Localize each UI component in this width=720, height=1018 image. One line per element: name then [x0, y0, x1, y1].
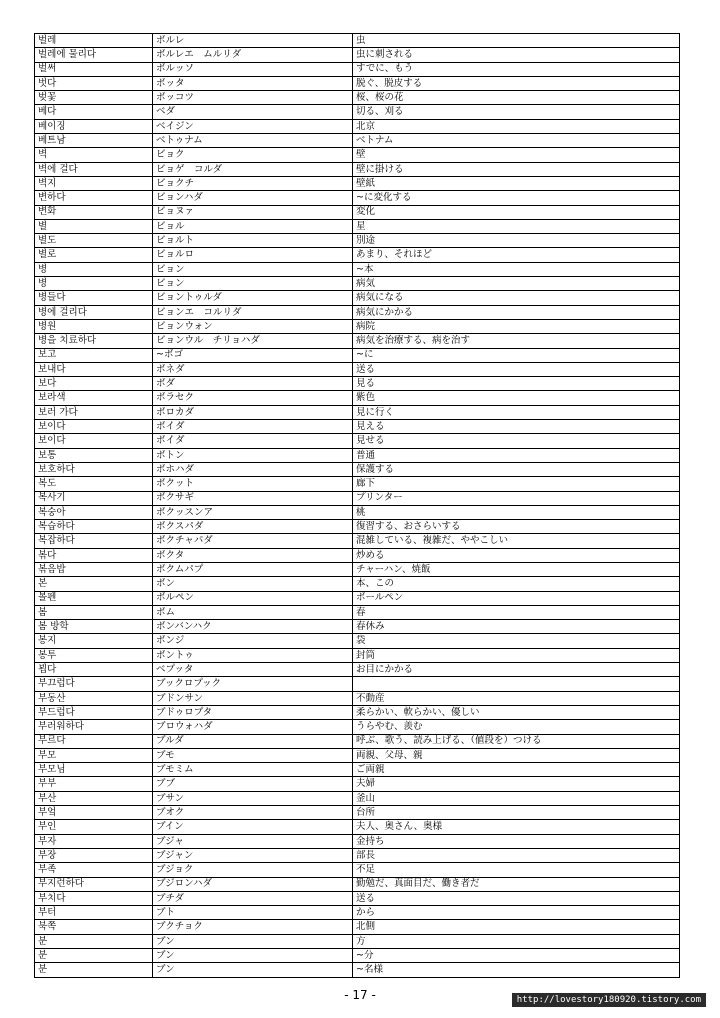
katakana-reading-cell: ビョクチ: [153, 176, 353, 190]
japanese-meaning-cell: ~分: [353, 949, 680, 963]
korean-word-cell: 베다: [35, 105, 153, 119]
katakana-reading-cell: ボロカダ: [153, 405, 353, 419]
korean-word-cell: 보러 가다: [35, 405, 153, 419]
japanese-meaning-cell: 部長: [353, 848, 680, 862]
japanese-meaning-cell: 不動産: [353, 691, 680, 705]
table-row: [35, 462, 680, 476]
katakana-reading-cell: ~ボゴ: [153, 348, 353, 362]
table-row: [35, 34, 680, 48]
japanese-meaning-cell: ~名様: [353, 963, 680, 977]
korean-word-cell: 벚꽃: [35, 91, 153, 105]
katakana-reading-cell: ボイダ: [153, 434, 353, 448]
korean-word-cell: 보내다: [35, 362, 153, 376]
korean-word-cell: 부산: [35, 791, 153, 805]
korean-word-cell: 병들다: [35, 291, 153, 305]
japanese-meaning-cell: うらやむ、羨む: [353, 720, 680, 734]
table-row: [35, 62, 680, 76]
korean-word-cell: 복숭아: [35, 505, 153, 519]
korean-word-cell: 북쪽: [35, 920, 153, 934]
table-row: [35, 720, 680, 734]
japanese-meaning-cell: 見える: [353, 420, 680, 434]
korean-word-cell: 보다: [35, 377, 153, 391]
japanese-meaning-cell: 虫: [353, 34, 680, 48]
katakana-reading-cell: ブサン: [153, 791, 353, 805]
korean-word-cell: 병원: [35, 319, 153, 333]
japanese-meaning-cell: 春: [353, 605, 680, 619]
katakana-reading-cell: ブロウォハダ: [153, 720, 353, 734]
katakana-reading-cell: ボンジ: [153, 634, 353, 648]
japanese-meaning-cell: 紫色: [353, 391, 680, 405]
japanese-meaning-cell: 虫に刺される: [353, 48, 680, 62]
japanese-meaning-cell: 見る: [353, 377, 680, 391]
korean-word-cell: 부모님: [35, 763, 153, 777]
table-row: [35, 863, 680, 877]
katakana-reading-cell: ブモミム: [153, 763, 353, 777]
korean-word-cell: 부자: [35, 834, 153, 848]
japanese-meaning-cell: 両親、父母、親: [353, 748, 680, 762]
korean-word-cell: 병: [35, 262, 153, 276]
katakana-reading-cell: ブドゥロプタ: [153, 705, 353, 719]
korean-word-cell: 부동산: [35, 691, 153, 705]
japanese-meaning-cell: 北側: [353, 920, 680, 934]
korean-word-cell: 부지런하다: [35, 877, 153, 891]
japanese-meaning-cell: 病気を治療する、病を治す: [353, 334, 680, 348]
korean-word-cell: 복사기: [35, 491, 153, 505]
korean-word-cell: 별로: [35, 248, 153, 262]
katakana-reading-cell: ボルレ: [153, 34, 353, 48]
japanese-meaning-cell: ~に変化する: [353, 191, 680, 205]
japanese-meaning-cell: 袋: [353, 634, 680, 648]
table-row: [35, 734, 680, 748]
katakana-reading-cell: ボダ: [153, 377, 353, 391]
japanese-meaning-cell: ~に: [353, 348, 680, 362]
japanese-meaning-cell: プリンター: [353, 491, 680, 505]
katakana-reading-cell: ビョルト: [153, 234, 353, 248]
katakana-reading-cell: ブン: [153, 949, 353, 963]
korean-word-cell: 부끄럽다: [35, 677, 153, 691]
katakana-reading-cell: ボラセク: [153, 391, 353, 405]
table-row: [35, 119, 680, 133]
japanese-meaning-cell: 送る: [353, 891, 680, 905]
japanese-meaning-cell: 春休み: [353, 620, 680, 634]
katakana-reading-cell: ブルダ: [153, 734, 353, 748]
japanese-meaning-cell: 変化: [353, 205, 680, 219]
table-row: [35, 291, 680, 305]
korean-word-cell: 볶다: [35, 548, 153, 562]
katakana-reading-cell: ブン: [153, 963, 353, 977]
katakana-reading-cell: ブオク: [153, 806, 353, 820]
japanese-meaning-cell: お目にかかる: [353, 663, 680, 677]
japanese-meaning-cell: 病気にかかる: [353, 305, 680, 319]
japanese-meaning-cell: 柔らかい、軟らかい、優しい: [353, 705, 680, 719]
table-row: [35, 748, 680, 762]
japanese-meaning-cell: から: [353, 906, 680, 920]
japanese-meaning-cell: 復習する、おさらいする: [353, 520, 680, 534]
korean-word-cell: 변하다: [35, 191, 153, 205]
katakana-reading-cell: ベトゥナム: [153, 134, 353, 148]
japanese-meaning-cell: 夫人、奥さん、奥様: [353, 820, 680, 834]
korean-word-cell: 분: [35, 949, 153, 963]
korean-word-cell: 베트남: [35, 134, 153, 148]
korean-word-cell: 부엌: [35, 806, 153, 820]
katakana-reading-cell: ボルッソ: [153, 62, 353, 76]
japanese-meaning-cell: ベトナム: [353, 134, 680, 148]
table-row: [35, 248, 680, 262]
table-row: [35, 891, 680, 905]
katakana-reading-cell: ブドンサン: [153, 691, 353, 705]
japanese-meaning-cell: すでに、もう: [353, 62, 680, 76]
japanese-meaning-cell: 金持ち: [353, 834, 680, 848]
table-row: [35, 148, 680, 162]
katakana-reading-cell: ブン: [153, 934, 353, 948]
table-row: [35, 820, 680, 834]
korean-word-cell: 봉지: [35, 634, 153, 648]
blog-url-watermark: http://lovestory180920.tistory.com: [512, 993, 706, 1007]
table-row: [35, 491, 680, 505]
korean-word-cell: 병에 걸리다: [35, 305, 153, 319]
korean-word-cell: 본: [35, 577, 153, 591]
korean-word-cell: 부모: [35, 748, 153, 762]
katakana-reading-cell: ボクット: [153, 477, 353, 491]
korean-word-cell: 봄 방학: [35, 620, 153, 634]
korean-word-cell: 부터: [35, 906, 153, 920]
korean-word-cell: 부부: [35, 777, 153, 791]
katakana-reading-cell: ボイダ: [153, 420, 353, 434]
korean-word-cell: 보호하다: [35, 462, 153, 476]
katakana-reading-cell: ベプッタ: [153, 663, 353, 677]
korean-word-cell: 분: [35, 963, 153, 977]
table-row: [35, 648, 680, 662]
table-row: [35, 877, 680, 891]
korean-word-cell: 복도: [35, 477, 153, 491]
katakana-reading-cell: ブジャン: [153, 848, 353, 862]
japanese-meaning-cell: 本、この: [353, 577, 680, 591]
korean-word-cell: 부드럽다: [35, 705, 153, 719]
table-row: [35, 319, 680, 333]
table-row: [35, 963, 680, 977]
table-row: [35, 848, 680, 862]
korean-word-cell: 병을 치료하다: [35, 334, 153, 348]
japanese-meaning-cell: 送る: [353, 362, 680, 376]
japanese-meaning-cell: 病院: [353, 319, 680, 333]
table-row: [35, 791, 680, 805]
korean-word-cell: 부족: [35, 863, 153, 877]
katakana-reading-cell: ブブ: [153, 777, 353, 791]
table-row: [35, 562, 680, 576]
vocabulary-table-body: [35, 34, 680, 978]
japanese-meaning-cell: 釜山: [353, 791, 680, 805]
japanese-meaning-cell: 見に行く: [353, 405, 680, 419]
katakana-reading-cell: ボン: [153, 577, 353, 591]
japanese-meaning-cell: 封筒: [353, 648, 680, 662]
table-row: [35, 105, 680, 119]
katakana-reading-cell: ビョク: [153, 148, 353, 162]
table-row: [35, 677, 680, 691]
japanese-meaning-cell: 普通: [353, 448, 680, 462]
japanese-meaning-cell: 保護する: [353, 462, 680, 476]
table-row: [35, 806, 680, 820]
table-row: [35, 377, 680, 391]
katakana-reading-cell: ボクッスンア: [153, 505, 353, 519]
katakana-reading-cell: ボトン: [153, 448, 353, 462]
korean-word-cell: 복습하다: [35, 520, 153, 534]
table-row: [35, 605, 680, 619]
vocabulary-table: [34, 33, 680, 978]
korean-word-cell: 벗다: [35, 76, 153, 90]
page-number: - 17 -: [344, 988, 376, 1002]
table-row: [35, 219, 680, 233]
katakana-reading-cell: ブジロンハダ: [153, 877, 353, 891]
japanese-meaning-cell: 桜、桜の花: [353, 91, 680, 105]
korean-word-cell: 벌레에 물리다: [35, 48, 153, 62]
japanese-meaning-cell: 別途: [353, 234, 680, 248]
katakana-reading-cell: ボム: [153, 605, 353, 619]
table-row: [35, 205, 680, 219]
katakana-reading-cell: ブジャ: [153, 834, 353, 848]
katakana-reading-cell: ビョンウル チリョハダ: [153, 334, 353, 348]
table-row: [35, 305, 680, 319]
japanese-meaning-cell: 病気になる: [353, 291, 680, 305]
katakana-reading-cell: ビョントゥルダ: [153, 291, 353, 305]
table-row: [35, 334, 680, 348]
katakana-reading-cell: ボクタ: [153, 548, 353, 562]
japanese-meaning-cell: 廊下: [353, 477, 680, 491]
korean-word-cell: 부장: [35, 848, 153, 862]
japanese-meaning-cell: ご両親: [353, 763, 680, 777]
table-row: [35, 420, 680, 434]
japanese-meaning-cell: [353, 677, 680, 691]
japanese-meaning-cell: 壁: [353, 148, 680, 162]
katakana-reading-cell: ボンバンハク: [153, 620, 353, 634]
japanese-meaning-cell: チャーハン、焼飯: [353, 562, 680, 576]
table-row: [35, 191, 680, 205]
japanese-meaning-cell: 桃: [353, 505, 680, 519]
table-row: [35, 262, 680, 276]
korean-word-cell: 뵙다: [35, 663, 153, 677]
katakana-reading-cell: ボントゥ: [153, 648, 353, 662]
japanese-meaning-cell: 勤勉だ、真面目だ、働き者だ: [353, 877, 680, 891]
japanese-meaning-cell: 呼ぶ、歌う、読み上げる、（値段を）つける: [353, 734, 680, 748]
korean-word-cell: 벌써: [35, 62, 153, 76]
korean-word-cell: 볼펜: [35, 591, 153, 605]
korean-word-cell: 복잡하다: [35, 534, 153, 548]
japanese-meaning-cell: 星: [353, 219, 680, 233]
table-row: [35, 176, 680, 190]
korean-word-cell: 벌레: [35, 34, 153, 48]
table-row: [35, 920, 680, 934]
katakana-reading-cell: ビョヌァ: [153, 205, 353, 219]
table-row: [35, 548, 680, 562]
table-row: [35, 705, 680, 719]
katakana-reading-cell: ブジョク: [153, 863, 353, 877]
table-row: [35, 634, 680, 648]
katakana-reading-cell: ボホハダ: [153, 462, 353, 476]
table-row: [35, 906, 680, 920]
table-row: [35, 448, 680, 462]
japanese-meaning-cell: ボールペン: [353, 591, 680, 605]
japanese-meaning-cell: 壁紙: [353, 176, 680, 190]
katakana-reading-cell: ボクサギ: [153, 491, 353, 505]
katakana-reading-cell: ボクチャパダ: [153, 534, 353, 548]
table-row: [35, 577, 680, 591]
katakana-reading-cell: ブモ: [153, 748, 353, 762]
korean-word-cell: 벽지: [35, 176, 153, 190]
table-row: [35, 477, 680, 491]
korean-word-cell: 별도: [35, 234, 153, 248]
katakana-reading-cell: ビョルロ: [153, 248, 353, 262]
katakana-reading-cell: ビョンハダ: [153, 191, 353, 205]
table-row: [35, 76, 680, 90]
table-row: [35, 277, 680, 291]
katakana-reading-cell: ブックロプック: [153, 677, 353, 691]
korean-word-cell: 부치다: [35, 891, 153, 905]
katakana-reading-cell: ビョン: [153, 277, 353, 291]
korean-word-cell: 병: [35, 277, 153, 291]
korean-word-cell: 보이다: [35, 420, 153, 434]
table-row: [35, 663, 680, 677]
katakana-reading-cell: ベダ: [153, 105, 353, 119]
korean-word-cell: 베이징: [35, 119, 153, 133]
korean-word-cell: 보고: [35, 348, 153, 362]
japanese-meaning-cell: 北京: [353, 119, 680, 133]
katakana-reading-cell: ブクチョク: [153, 920, 353, 934]
japanese-meaning-cell: あまり、それほど: [353, 248, 680, 262]
katakana-reading-cell: ボルペン: [153, 591, 353, 605]
japanese-meaning-cell: 台所: [353, 806, 680, 820]
japanese-meaning-cell: 病気: [353, 277, 680, 291]
korean-word-cell: 부러워하다: [35, 720, 153, 734]
katakana-reading-cell: ビョン: [153, 262, 353, 276]
katakana-reading-cell: ビョンウォン: [153, 319, 353, 333]
korean-word-cell: 보통: [35, 448, 153, 462]
korean-word-cell: 부인: [35, 820, 153, 834]
japanese-meaning-cell: 見せる: [353, 434, 680, 448]
korean-word-cell: 변화: [35, 205, 153, 219]
table-row: [35, 520, 680, 534]
table-row: [35, 434, 680, 448]
table-row: [35, 348, 680, 362]
katakana-reading-cell: ビョンエ コルリダ: [153, 305, 353, 319]
japanese-meaning-cell: ~本: [353, 262, 680, 276]
korean-word-cell: 별: [35, 219, 153, 233]
japanese-meaning-cell: 炒める: [353, 548, 680, 562]
korean-word-cell: 봉투: [35, 648, 153, 662]
katakana-reading-cell: ボネダ: [153, 362, 353, 376]
katakana-reading-cell: ブチダ: [153, 891, 353, 905]
table-row: [35, 691, 680, 705]
korean-word-cell: 보라색: [35, 391, 153, 405]
table-row: [35, 48, 680, 62]
table-row: [35, 591, 680, 605]
table-row: [35, 834, 680, 848]
table-row: [35, 405, 680, 419]
japanese-meaning-cell: 不足: [353, 863, 680, 877]
katakana-reading-cell: ブイン: [153, 820, 353, 834]
table-row: [35, 134, 680, 148]
korean-word-cell: 봄: [35, 605, 153, 619]
table-row: [35, 949, 680, 963]
katakana-reading-cell: ボクムパプ: [153, 562, 353, 576]
japanese-meaning-cell: 混雑している、複雑だ、ややこしい: [353, 534, 680, 548]
korean-word-cell: 분: [35, 934, 153, 948]
katakana-reading-cell: ボルレエ ムルリダ: [153, 48, 353, 62]
table-row: [35, 234, 680, 248]
japanese-meaning-cell: 壁に掛ける: [353, 162, 680, 176]
table-row: [35, 505, 680, 519]
table-row: [35, 534, 680, 548]
table-row: [35, 391, 680, 405]
katakana-reading-cell: ボッコツ: [153, 91, 353, 105]
katakana-reading-cell: ビョル: [153, 219, 353, 233]
table-row: [35, 763, 680, 777]
table-row: [35, 91, 680, 105]
table-row: [35, 162, 680, 176]
table-row: [35, 777, 680, 791]
katakana-reading-cell: ビョゲ コルダ: [153, 162, 353, 176]
korean-word-cell: 부르다: [35, 734, 153, 748]
korean-word-cell: 벽에 걸다: [35, 162, 153, 176]
katakana-reading-cell: ブト: [153, 906, 353, 920]
japanese-meaning-cell: 脱ぐ、脱皮する: [353, 76, 680, 90]
katakana-reading-cell: ボクスパダ: [153, 520, 353, 534]
katakana-reading-cell: ベイジン: [153, 119, 353, 133]
japanese-meaning-cell: 方: [353, 934, 680, 948]
korean-word-cell: 보이다: [35, 434, 153, 448]
korean-word-cell: 벽: [35, 148, 153, 162]
table-row: [35, 362, 680, 376]
table-row: [35, 620, 680, 634]
korean-word-cell: 볶음밥: [35, 562, 153, 576]
japanese-meaning-cell: 切る、刈る: [353, 105, 680, 119]
table-row: [35, 934, 680, 948]
japanese-meaning-cell: 夫婦: [353, 777, 680, 791]
katakana-reading-cell: ボッタ: [153, 76, 353, 90]
